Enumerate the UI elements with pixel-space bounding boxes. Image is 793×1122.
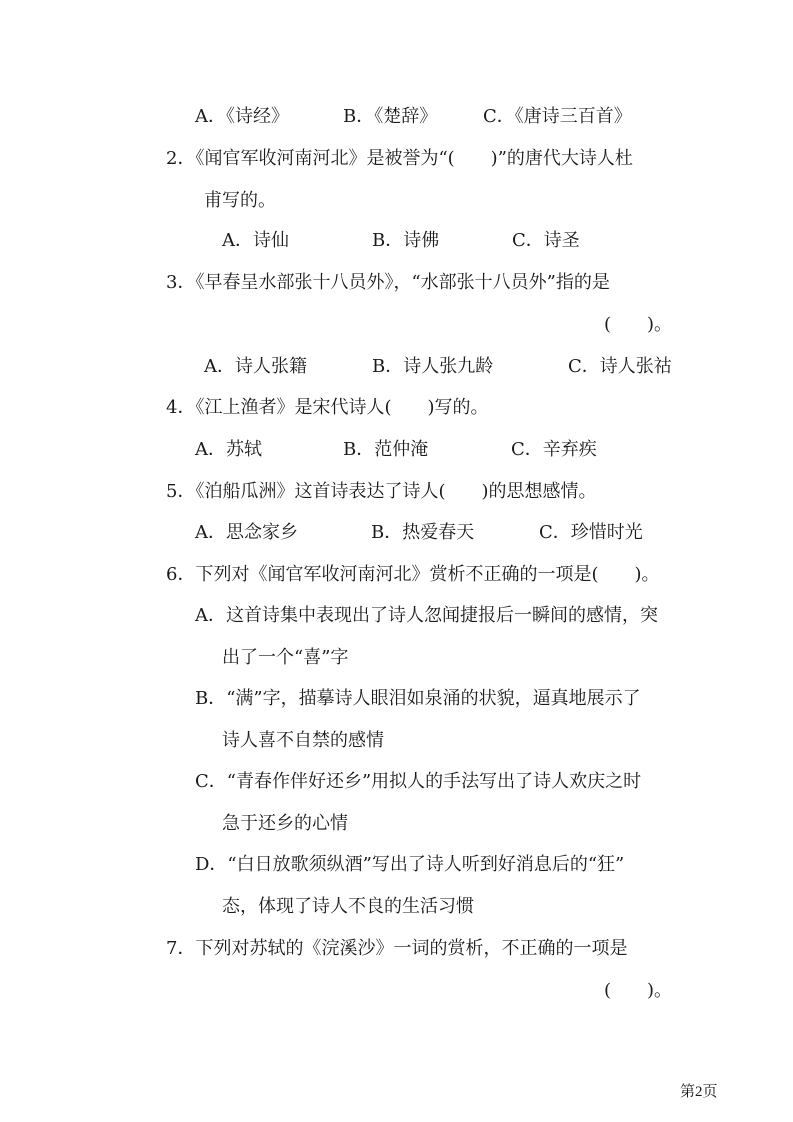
q7-stem: 7．下列对苏轼的《浣溪沙》一词的赏析，不正确的一项是 <box>166 938 628 959</box>
q2-option-c: C．诗圣 <box>512 230 580 251</box>
q2-stem-line2: 甫写的。 <box>204 190 276 211</box>
q4-stem: 4．《江上渔者》是宋代诗人( )写的。 <box>166 397 489 418</box>
q2-option-a: A．诗仙 <box>222 230 289 251</box>
q3-option-a: A．诗人张籍 <box>204 356 307 377</box>
q2-stem-line1: 2．《闻官军收河南河北》是被誉为“( )”的唐代大诗人杜 <box>166 148 633 169</box>
q7-answer-blank: ( )。 <box>604 980 673 1001</box>
q6-option-b-line1: B．“满”字，描摹诗人眼泪如泉涌的状貌，逼真地展示了 <box>195 688 641 709</box>
q5-option-b: B．热爱春天 <box>371 522 475 543</box>
q1-options <box>195 108 632 126</box>
q6-option-c-line1: C．“青春作伴好还乡”用拟人的手法写出了诗人欢庆之时 <box>195 771 642 792</box>
q3-options <box>204 358 672 376</box>
q1-option-a: A．《诗经》 <box>195 106 289 127</box>
q4-option-a: A．苏轼 <box>195 439 262 460</box>
q5-option-c: C．珍惜时光 <box>539 522 643 543</box>
q3-answer-blank: ( )。 <box>604 314 673 335</box>
q5-options <box>195 524 643 542</box>
q4-option-b: B．范仲淹 <box>343 439 429 460</box>
q6-stem: 6．下列对《闻官军收河南河北》赏析不正确的一项是( )。 <box>166 564 660 585</box>
page-number: 第2页 <box>680 1084 718 1100</box>
q1-option-b: B．《楚辞》 <box>343 106 438 127</box>
q6-option-a-line2: 出了一个“喜”字 <box>222 647 349 668</box>
q6-option-d-line1: D．“白日放歌须纵酒”写出了诗人听到好消息后的“狂” <box>195 854 625 875</box>
q5-option-a: A．思念家乡 <box>195 522 298 543</box>
q2-options <box>222 232 580 250</box>
q4-options <box>195 441 597 459</box>
q3-stem-line1: 3．《早春呈水部张十八员外》，“水部张十八员外”指的是 <box>166 272 610 293</box>
q6-option-b-line2: 诗人喜不自禁的感情 <box>222 730 384 751</box>
q3-option-c: C．诗人张祜 <box>568 356 672 377</box>
q6-option-a-line1: A．这首诗集中表现出了诗人忽闻捷报后一瞬间的感情，突 <box>195 605 658 626</box>
q3-option-b: B．诗人张九龄 <box>372 356 494 377</box>
q6-option-c-line2: 急于还乡的心情 <box>222 813 348 834</box>
q1-option-c: C．《唐诗三百首》 <box>483 106 632 127</box>
q2-option-b: B．诗佛 <box>372 230 440 251</box>
q4-option-c: C．辛弃疾 <box>511 439 597 460</box>
q6-option-d-line2: 态，体现了诗人不良的生活习惯 <box>222 896 474 917</box>
q5-stem: 5．《泊船瓜洲》这首诗表达了诗人( )的思想感情。 <box>166 481 597 502</box>
